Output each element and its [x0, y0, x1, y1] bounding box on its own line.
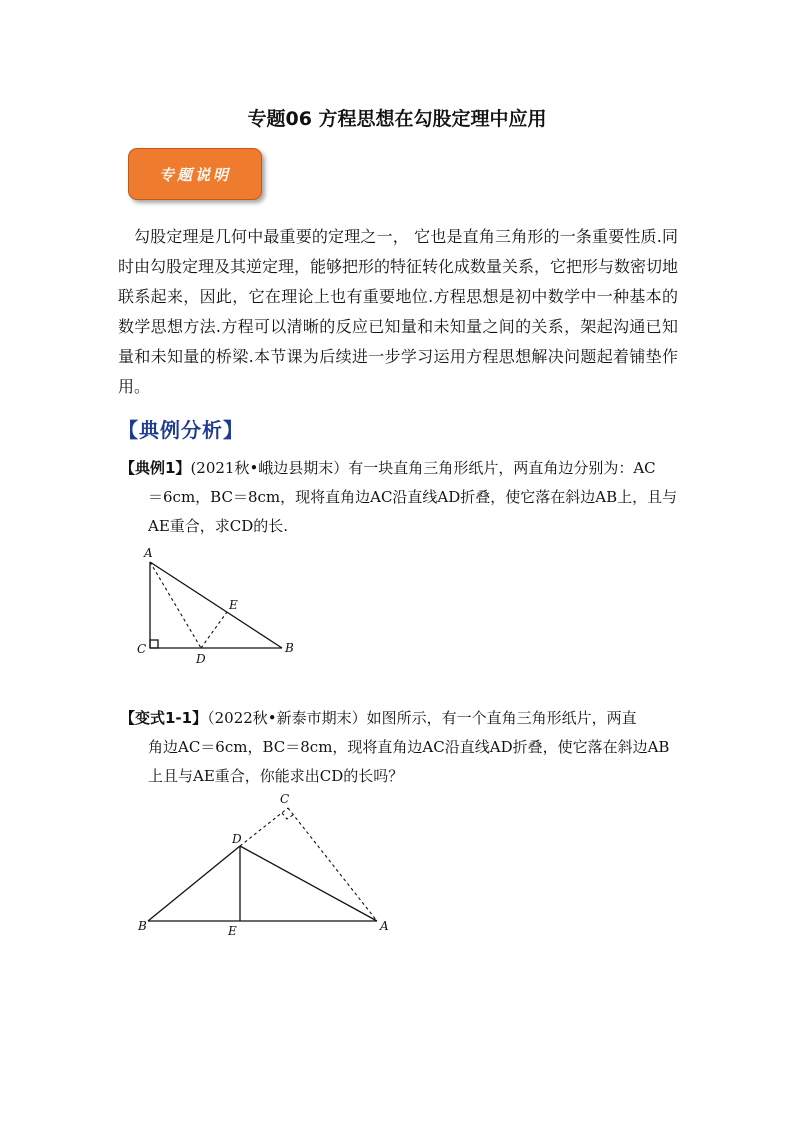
example-1-tag: 【典例1】	[120, 459, 191, 477]
variant-1-tag: 【变式1-1】	[120, 709, 208, 727]
example-1-rest: ＝6cm，BC＝8cm，现将直角边AC沿直线AD折叠，使它落在斜边AB上，且与AE重合，求CD的长.	[148, 488, 678, 535]
intro-paragraph: 勾股定理是几何中最重要的定理之一， 它也是直角三角形的一条重要性质.同时由勾股定理及其逆定理，能够把形的特征转化成数量关系，它把形与数密切地联系起来，因此，它在理论上也有重要地位.方程思想是初中数学中一种基本的数学思想方法.方程可以清晰的反应已知量和未知量之间的关系，架起沟通已知量和未知量的桥梁.本节课为后续进一步学习运用方程思想解决问题起着铺垫作用。	[118, 227, 679, 396]
fig1-label-a: A	[144, 546, 153, 560]
fig1-label-d: D	[196, 652, 206, 666]
variant-1-text	[120, 704, 680, 791]
fig1-label-b: B	[285, 641, 294, 655]
example-1-text	[120, 454, 680, 541]
fig2-label-c: C	[280, 792, 290, 806]
page-title: 专题06 方程思想在勾股定理中应用	[247, 108, 547, 130]
fig2-label-e: E	[228, 924, 237, 938]
fig1-label-e: E	[229, 598, 238, 612]
fig1-label-c: C	[137, 642, 147, 656]
examples-heading: 【典例分析】	[118, 418, 244, 442]
variant-1-line1: （2022秋•新泰市期末）如图所示，有一个直角三角形纸片，两直	[207, 709, 637, 727]
fig2-label-a: A	[380, 919, 389, 933]
variant-1-rest: 角边AC＝6cm，BC＝8cm，现将直角边AC沿直线AD折叠，使它落在斜边AB上且与AE重合，你能求出CD的长吗？	[148, 738, 670, 785]
fig2-label-b: B	[138, 919, 147, 933]
section-badge-label: 专题说明	[158, 165, 231, 184]
fig2-label-d: D	[232, 832, 242, 846]
example-1-line1: (2021秋•峨边县期末）有一块直角三角形纸片，两直角边分别为：AC	[190, 459, 656, 477]
section-badge	[128, 148, 262, 200]
